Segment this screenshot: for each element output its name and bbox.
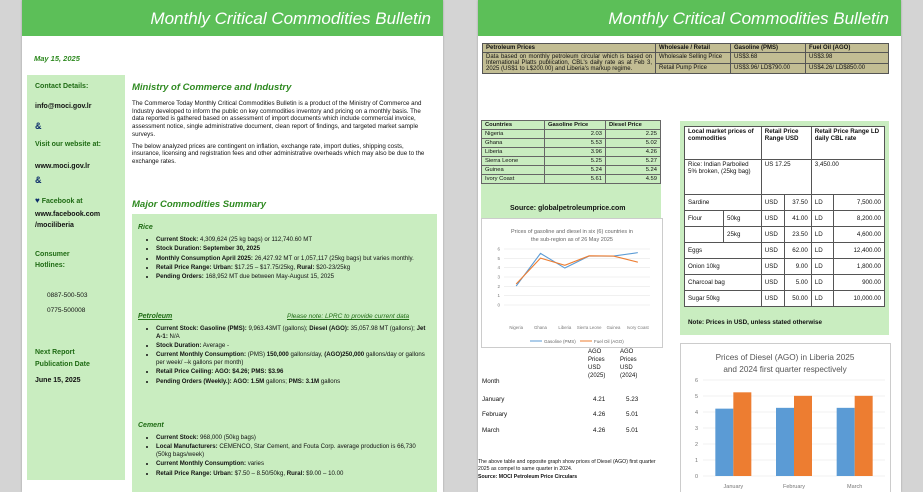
facebook-url-line1[interactable]: www.facebook.com xyxy=(35,211,101,218)
y-tick-label: 2 xyxy=(497,283,500,289)
y-tick-label: 0 xyxy=(694,474,698,480)
pricing-paragraph: The below analyzed prices are contingent on inflation, exchange rate, import duties, shipping costs, insurance, licensing and registration fees and other administrative overheads which may also be due to the exchange rates. xyxy=(132,142,425,165)
diesel-price: 4.26 xyxy=(593,427,606,434)
market-item: Sardine xyxy=(685,195,762,211)
intro-paragraph: The Commerce Today Monthly Critical Commodities Bulletin is a product of the Ministry of Commerce and Industry developed to inform the public on key commodities inventory and pricing on a monthly basis. The data reported is gathered based on assessment of import documents which include commercial invoice, assessment notice, single administrative document, clean report of findings, and targeted market sample surveys. xyxy=(132,100,422,138)
country-name: Liberia xyxy=(482,148,545,157)
market-item: Charcoal bag xyxy=(685,275,762,291)
ago-2025-header: AGO Prices USD (2025) xyxy=(588,349,606,379)
country-prices-source: Source: globalpetroleumprice.com xyxy=(510,205,626,212)
market-cur: USD xyxy=(761,195,785,211)
market-usd: 9.00 xyxy=(785,259,811,275)
rice-section-label: Rice xyxy=(138,224,153,231)
facebook-label-row xyxy=(35,196,83,205)
bar-chart-panel xyxy=(680,343,891,492)
contact-sidebar xyxy=(27,75,125,480)
diesel-price: 4.21 xyxy=(593,396,606,403)
list-item: • Current Monthly Consumption: varies xyxy=(156,460,428,468)
diesel-price: 4.26 xyxy=(606,148,661,157)
x-tick-label: Liberia xyxy=(558,325,572,330)
banner-title: Monthly Critical Commodities Bulletin xyxy=(150,9,431,28)
market-ld: 900.00 xyxy=(833,275,884,291)
table-header: Local market prices of commodities xyxy=(685,127,762,160)
list-item: • Current Monthly Consumption: (PMS) 150,000 gallons/day, (AGO)250,000 gallons/day or gallons per week/ --k gallons per month) xyxy=(156,351,428,367)
market-ld: 4,600.00 xyxy=(833,227,884,243)
list-item: • Current Stock: Gasoline (PMS): 9,963.43MT (gallons); Diesel (AGO): 35,057.98 MT (gallons); Jet A-1: N/A xyxy=(156,325,428,341)
diesel-price: 4.26 xyxy=(593,411,606,418)
list-item: • Retail Price Range: Urban: $17.25 – $17.75/25kg, Rural: $20-23/25kg xyxy=(156,264,428,272)
list-item: • Monthly Consumption April 2025: 26,427.92 MT or 1,057,117 (25kg bags) but varies monthly. xyxy=(156,255,428,263)
market-unit: 50kg xyxy=(724,211,762,227)
list-item: • Pending Orders (Weekly.): AGO: 1.5M gallons; PMS: 3.1M gallons xyxy=(156,378,428,386)
x-tick-label: February xyxy=(782,484,806,490)
market-item: Eggs xyxy=(685,243,762,259)
market-unit: 25kg xyxy=(724,227,762,243)
table-row xyxy=(482,139,661,148)
gasoline-price: 2.03 xyxy=(545,130,606,139)
country-name: Guinea xyxy=(482,166,545,175)
market-ldc: LD xyxy=(811,259,833,275)
bar-chart-title-2: and 2024 first quarter respectively xyxy=(723,365,847,374)
line-chart-panel xyxy=(481,218,663,348)
market-usd: 37.50 xyxy=(785,195,811,211)
table-header: Diesel Price xyxy=(606,121,661,130)
website-label: Visit our website at: xyxy=(35,141,101,148)
diesel-price: 5.24 xyxy=(606,166,661,175)
diesel-price: 4.59 xyxy=(606,175,661,184)
table-header: Petroleum Prices xyxy=(483,44,656,53)
y-tick-label: 3 xyxy=(694,426,698,432)
table-row: Rice: Indian Parboiled 5% broken, (25kg bag) US 17.25 3,450.00 xyxy=(685,160,885,195)
market-prices-table xyxy=(684,126,885,307)
market-cur: USD xyxy=(761,243,785,259)
table-row xyxy=(482,130,661,139)
banner-title: Monthly Critical Commodities Bulletin xyxy=(608,9,889,28)
diesel-month: March xyxy=(482,427,500,434)
table-row xyxy=(685,243,885,259)
header-banner xyxy=(478,0,901,36)
bar-2024-january xyxy=(733,392,751,476)
email-glyph: & xyxy=(35,121,42,131)
contact-email[interactable]: info@moci.gov.lr xyxy=(35,103,92,110)
gasoline-price: 5.53 xyxy=(545,139,606,148)
y-tick-label: 5 xyxy=(497,255,500,261)
market-ld: 7,500.00 xyxy=(833,195,884,211)
gasoline-price: 3.96 xyxy=(545,148,606,157)
bar-2024-february xyxy=(794,396,812,476)
list-item: • Retail Price Ceiling: AGO: $4.26; PMS: $3.96 xyxy=(156,368,428,376)
facebook-label: Facebook at xyxy=(41,198,83,205)
list-item: • Current Stock: 4,309,624 (25 kg bags) or 112,740.60 MT xyxy=(156,236,428,244)
table-row xyxy=(685,195,885,211)
market-usd: 62.00 xyxy=(785,243,811,259)
diesel-bar-chart xyxy=(681,344,890,492)
bar-2025-february xyxy=(776,408,794,476)
market-cur: USD xyxy=(761,291,785,307)
table-row xyxy=(482,157,661,166)
x-tick-label: Nigeria xyxy=(509,325,523,330)
table-row: Retail Pump Price US$3.96/ LD$790.00 US$4.26/ LD$850.00 xyxy=(483,63,889,74)
table-row xyxy=(482,175,661,184)
x-tick-label: Ivory Coast xyxy=(626,325,649,330)
petroleum-prices-table xyxy=(482,43,889,74)
hotline-phone-1[interactable]: 0887-500-503 xyxy=(47,292,88,299)
summary-title: Major Commodities Summary xyxy=(132,199,267,210)
table-row xyxy=(685,227,885,243)
gasoline-diesel-line-chart xyxy=(482,219,662,347)
website-glyph: & xyxy=(35,175,42,185)
market-ld: 10,000.00 xyxy=(833,291,884,307)
table-row xyxy=(685,291,885,307)
next-report-label-1: Next Report xyxy=(35,349,75,356)
diesel-month-header: Month xyxy=(482,378,500,385)
market-usd: 23.50 xyxy=(785,227,811,243)
x-tick-label: Ghana xyxy=(534,325,547,330)
table-row xyxy=(482,166,661,175)
country-name: Sierra Leone xyxy=(482,157,545,166)
bar-chart-title-1: Prices of Diesel (AGO) in Liberia 2025 xyxy=(715,353,855,362)
market-usd: 5.00 xyxy=(785,275,811,291)
y-tick-label: 2 xyxy=(694,442,698,448)
diesel-price: 2.25 xyxy=(606,130,661,139)
table-row xyxy=(482,148,661,157)
hotlines-label-2: Hotlines: xyxy=(35,262,65,269)
table-row xyxy=(685,211,885,227)
table-header: Gasoline (PMS) xyxy=(731,44,806,53)
x-tick-label: January xyxy=(723,484,744,490)
market-ld: 1,800.00 xyxy=(833,259,884,275)
commodities-summary-box xyxy=(132,214,437,492)
market-ldc: LD xyxy=(811,211,833,227)
market-usd: 41.00 xyxy=(785,211,811,227)
diesel-price: 5.01 xyxy=(626,427,639,434)
table-header: Fuel Oil (AGO) xyxy=(806,44,889,53)
facebook-icon: ♥ xyxy=(35,196,40,205)
table-header: Retail Price Range LD daily CBL rate xyxy=(811,127,884,160)
hotlines-label-1: Consumer xyxy=(35,251,70,258)
next-report-date: June 15, 2025 xyxy=(35,377,81,384)
market-cur: USD xyxy=(761,227,785,243)
x-tick-label: March xyxy=(847,484,863,490)
y-tick-label: 4 xyxy=(497,265,500,271)
market-cur: USD xyxy=(761,259,785,275)
table-row: Data based on monthly petroleum circular which is based on International Platts publication, CBL's daily rate as at Feb 3, 2025 (US$1 to L$200.00) and Liberia's markup regime. Wholesale Selling Price US$3.68 US$3.98 xyxy=(483,53,889,64)
list-item: • Local Manufacturers: CEMENCO, Star Cement, and Fouta Corp. average production is 66,730 (50kg bags/week) xyxy=(156,443,428,459)
list-item: • Current Stock: 968,000 (50kg bags) xyxy=(156,434,428,442)
cement-list xyxy=(144,434,428,479)
lprc-note-link[interactable]: Please note: LPRC to provide current data xyxy=(287,313,410,320)
y-tick-label: 3 xyxy=(497,274,500,280)
legend-gasoline: Gasoline (PMS) xyxy=(544,339,576,344)
market-cur: USD xyxy=(761,275,785,291)
gasoline-price: 5.25 xyxy=(545,157,606,166)
country-name: Nigeria xyxy=(482,130,545,139)
header-banner xyxy=(22,0,443,36)
x-tick-label: Guinea xyxy=(606,325,621,330)
petroleum-section-label: Petroleum xyxy=(138,313,173,320)
website-link[interactable]: www.moci.gov.lr xyxy=(35,163,90,170)
diesel-price: 5.02 xyxy=(606,139,661,148)
bulletin-page-1 xyxy=(22,0,443,492)
petroleum-list xyxy=(144,325,428,387)
ministry-title: Ministry of Commerce and Industry xyxy=(132,82,292,93)
line-chart-title-1: Prices of gasoline and diesel in six (6) countries in xyxy=(511,229,633,235)
market-ldc: LD xyxy=(811,243,833,259)
list-item: • Pending Orders: 168,952 MT due between May-August 15, 2025 xyxy=(156,273,428,281)
market-item xyxy=(685,227,724,243)
petroleum-description: Data based on monthly petroleum circular which is based on International Platts publication, CBL's daily rate as at Feb 3, 2025 (US$1 to L$200.00) and Liberia's markup regime. xyxy=(483,53,656,74)
country-prices-table xyxy=(481,120,661,184)
gasoline-price: 5.61 xyxy=(545,175,606,184)
y-tick-label: 6 xyxy=(694,378,698,384)
table-row xyxy=(685,259,885,275)
diesel-month: February xyxy=(482,411,508,418)
diesel-month: January xyxy=(482,396,505,403)
x-tick-label: Sierra Leone xyxy=(576,325,602,330)
diesel-series-line xyxy=(516,256,638,284)
country-name: Ivory Coast xyxy=(482,175,545,184)
rice-list xyxy=(144,236,428,282)
gasoline-price: 5.24 xyxy=(545,166,606,175)
market-ldc: LD xyxy=(811,291,833,307)
list-item: • Stock Duration: Average - xyxy=(156,342,428,350)
market-ldc: LD xyxy=(811,195,833,211)
bar-2024-march xyxy=(855,396,873,476)
cement-section-label: Cement xyxy=(138,422,164,429)
country-name: Ghana xyxy=(482,139,545,148)
bar-2025-january xyxy=(715,409,733,476)
market-ldc: LD xyxy=(811,227,833,243)
bulletin-page-2 xyxy=(478,0,901,492)
diesel-price: 5.27 xyxy=(606,157,661,166)
diesel-source: Source: MOCI Petroleum Price Circulars xyxy=(478,474,578,480)
y-tick-label: 0 xyxy=(497,302,500,308)
bar-2025-march xyxy=(837,408,855,476)
y-tick-label: 4 xyxy=(694,410,698,416)
y-tick-label: 1 xyxy=(694,458,698,464)
line-chart-title-2: the sub-region as of 26 May 2025 xyxy=(531,237,613,243)
ago-2024-header: AGO Prices USD (2024) xyxy=(620,349,638,379)
y-tick-label: 5 xyxy=(694,394,698,400)
y-tick-label: 1 xyxy=(497,293,500,299)
hotline-phone-2[interactable]: 0775-500008 xyxy=(47,307,86,314)
market-ld: 12,400.00 xyxy=(833,243,884,259)
market-item: Onion 10kg xyxy=(685,259,762,275)
list-item: • Stock Duration: September 30, 2025 xyxy=(156,245,428,253)
bulletin-date: May 15, 2025 xyxy=(34,54,80,63)
market-cur: USD xyxy=(761,211,785,227)
market-ldc: LD xyxy=(811,275,833,291)
table-header: Gasoline Price xyxy=(545,121,606,130)
table-header: Retail Price Range USD xyxy=(761,127,811,160)
table-row xyxy=(685,275,885,291)
diesel-price: 5.01 xyxy=(626,411,639,418)
market-note: Note: Prices in USD, unless stated otherwise xyxy=(688,319,823,326)
diesel-price: 5.23 xyxy=(626,396,639,403)
market-ld: 8,200.00 xyxy=(833,211,884,227)
market-usd: 50.00 xyxy=(785,291,811,307)
y-tick-label: 6 xyxy=(497,246,500,252)
market-item: Flour xyxy=(685,211,724,227)
diesel-note: The above table and opposite graph show prices of Diesel (AGO) first quarter 2025 as compel to same quarter in 2024. xyxy=(478,459,656,472)
table-header: Countries xyxy=(482,121,545,130)
legend-diesel: Fuel Oil (AGO) xyxy=(594,339,624,344)
contact-label: Contact Details: xyxy=(35,83,89,90)
next-report-label-2: Publication Date xyxy=(35,361,90,368)
table-header: Wholesale / Retail xyxy=(656,44,731,53)
list-item: • Retail Price Range: Urban: $7.50 – 8.50/50kg, Rural: $9.00 – 10.00 xyxy=(156,470,428,478)
market-item: Sugar 50kg xyxy=(685,291,762,307)
facebook-url-line2[interactable]: /mociliberia xyxy=(35,222,74,229)
